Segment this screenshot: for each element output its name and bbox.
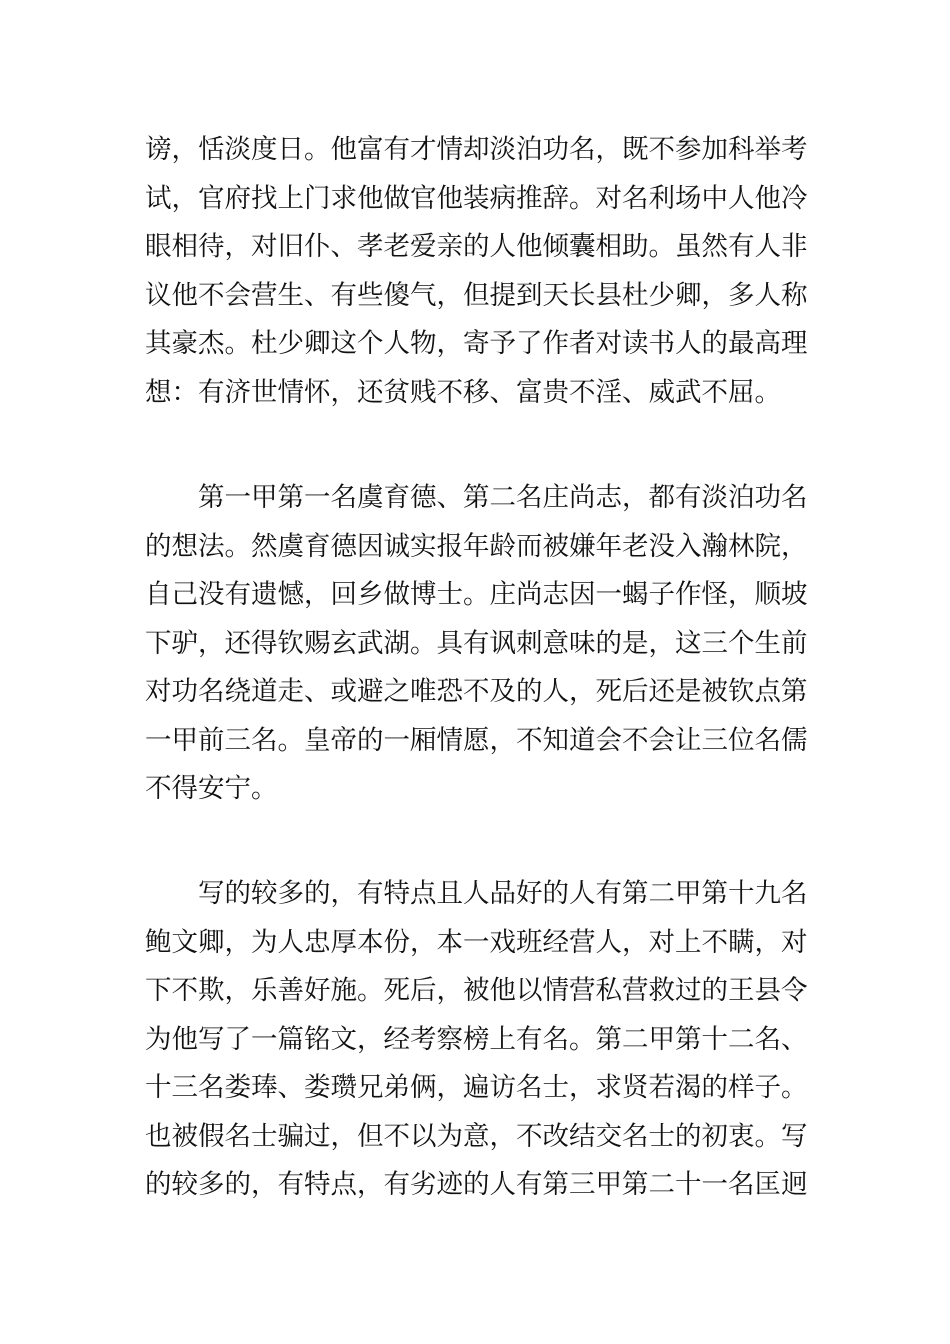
paragraph-line: 为他写了一篇铭文，经考察榜上有名。第二甲第十二名、 — [145, 1023, 808, 1055]
paragraph-line: 写的较多的，有特点且人品好的人有第二甲第十九名 — [198, 878, 808, 909]
paragraph-line: 想：有济世情怀，还贫贱不移、富贵不淫、威武不屈。 — [145, 376, 781, 408]
paragraph-line: 下不欺，乐善好施。死后，被他以情营私营救过的王县令 — [145, 975, 808, 1006]
paragraph-line: 谤，恬淡度日。他富有才情却淡泊功名，既不参加科举考 — [145, 134, 808, 165]
paragraph-line: 不得安宁。 — [145, 773, 278, 804]
paragraph-2 — [145, 474, 815, 814]
paragraph-line: 眼相待，对旧仆、孝老爱亲的人他倾囊相助。虽然有人非 — [145, 231, 808, 262]
paragraph-line: 第一甲第一名虞育德、第二名庄尚志，都有淡泊功名 — [198, 482, 808, 513]
paragraph-line: 鲍文卿，为人忠厚本份，本一戏班经营人，对上不瞒，对 — [145, 926, 808, 958]
paragraph-line: 下驴，还得钦赐玄武湖。具有讽刺意味的是，这三个生前 — [145, 627, 808, 659]
paragraph-3 — [145, 870, 815, 1210]
paragraph-line: 一甲前三名。皇帝的一厢情愿，不知道会不会让三位名儒 — [145, 724, 808, 756]
paragraph-line: 十三名娄琫、娄瓒兄弟俩，遍访名士，求贤若渴的样子。 — [145, 1072, 808, 1103]
paragraph-line: 也被假名士骗过，但不以为意，不改结交名士的初衷。写 — [145, 1120, 808, 1152]
paragraph-line: 试，官府找上门求他做官他装病推辞。对名利场中人他冷 — [145, 182, 808, 214]
paragraph-1 — [145, 126, 815, 417]
paragraph-line: 的较多的，有特点，有劣迹的人有第三甲第二十一名匡迥 — [145, 1169, 808, 1200]
paragraph-line: 自己没有遗憾，回乡做博士。庄尚志因一蝎子作怪，顺坡 — [145, 579, 808, 610]
paragraph-line: 议他不会营生、有些傻气，但提到天长县杜少卿，多人称 — [145, 279, 808, 311]
paragraph-line: 的想法。然虞育德因诚实报年龄而被嫌年老没入瀚林院， — [145, 530, 808, 562]
paragraph-line: 其豪杰。杜少卿这个人物，寄予了作者对读书人的最高理 — [145, 328, 808, 359]
paragraph-line: 对功名绕道走、或避之唯恐不及的人，死后还是被钦点第 — [145, 676, 808, 707]
